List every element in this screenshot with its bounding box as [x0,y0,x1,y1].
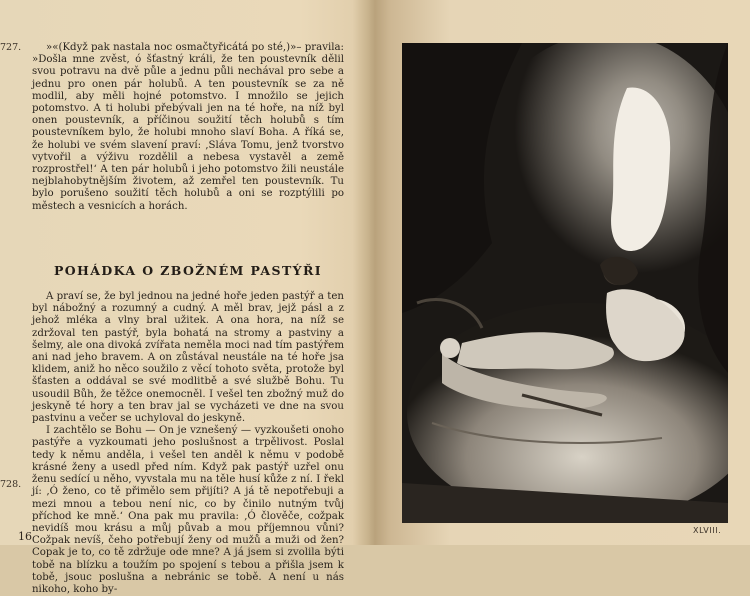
plate-caption: XLVIII. [693,526,722,535]
page-number: 16 [18,530,32,543]
illustration-plate [402,43,728,523]
cave-illustration [402,43,728,523]
left-page [0,0,372,595]
margin-number: 728. [0,479,22,490]
margin-number: 727. [0,42,22,53]
text-column [32,42,344,596]
paragraph: I zachtělo se Bohu — On je vznešený — vyzkoušeti onoho pastýře a vyzkoumati jeho poslušnost a trpělivost. Poslal tedy k němu anděla, i vešel ten anděl k němu v podobě krásné ženy a usedl před ním. Když pak pastýř uzřel onu ženu sedící u něho, vyvstala mu na těle husí kůže z ní. I řekl jí: ‚Ó ženo, co tě přimělo sem přijíti? A já tě nepotřebuji a mezi mnou a tebou není nic, co by činilo nutným tvůj příchod ke mně.‘ Ona pak mu pravila: ‚Ó člověče, cožpak nevidíš mou krásu a můj půvab a mou příjemnou vůni? Cožpak nevíš, čeho potřebují ženy od mužů a muži od žen? Copak je to, co tě zdržuje ode mne? A já jsem si zvolila býti tobě na blízku a toužím po spojení s tebou a přišla jsem k tobě, jsouc poslušna a nebránic se tobě. A není u nás nikoho, koho by- [32,425,344,595]
paragraph: »«(Když pak nastala noc osmačtyřicátá po sté,)»– pravila: »Došla mne zvěst, ó šťastný králi, že ten poustevník dělil svou potravu na dvě půle a jednu půli nechával pro sebe a jednu pro onen pár holubů. A ten poustevník se za ně modlil, aby měli hojné potomstvo. I množilo se jejich potomstvo. A ti holubi přebývali jen na té hoře, na níž byl onen poustevník, a příčinou soužití těch holubů s tím poustevníkem bylo, že holubi mnoho slaví Boha. A říká se, že holubi ve svém slavení praví: ‚Sláva Tomu, jenž tvorstvo vytvořil a výživu rozdělil a nebesa vystavěl a země rozprostřel!‘ A ten pár holubů i jeho potomstvo žili neustále nejblahobytnějším životem, až zemřel ten poustevník. Tu bylo porušeno soužití těch holubů a oni se rozptýlili po městech a vesnicích a horách. [32,42,344,212]
right-page [375,0,750,545]
paragraph: A praví se, že byl jednou na jedné hoře jeden pastýř a ten byl nábožný a rozumný a cudný. A měl brav, jejž pásl a z jehož mléka a vlny bral užitek. A ona hora, na níž se zdržoval ten pastýř, byla bohatá na stromy a pastviny a šelmy, ale ona divoká zvířata neměla moci nad tím pastýřem ani nad jeho bravem. A on zůstával neustále na té hoře jsa klidem, aniž ho něco soužilo z věcí tohoto světa, protože byl šťasten a oddával se své modlitbě a své službě Bohu. Tu usoudil Bůh, že těžce onemocněl. I vešel ten zbožný muž do jeskyně té hory a ten brav jal se vycházeti ve dne na svou pastvinu a večer se uchyloval do jeskyně. [32,291,344,425]
story-heading: POHÁDKA O ZBOŽNÉM PASTÝŘI [53,262,323,278]
